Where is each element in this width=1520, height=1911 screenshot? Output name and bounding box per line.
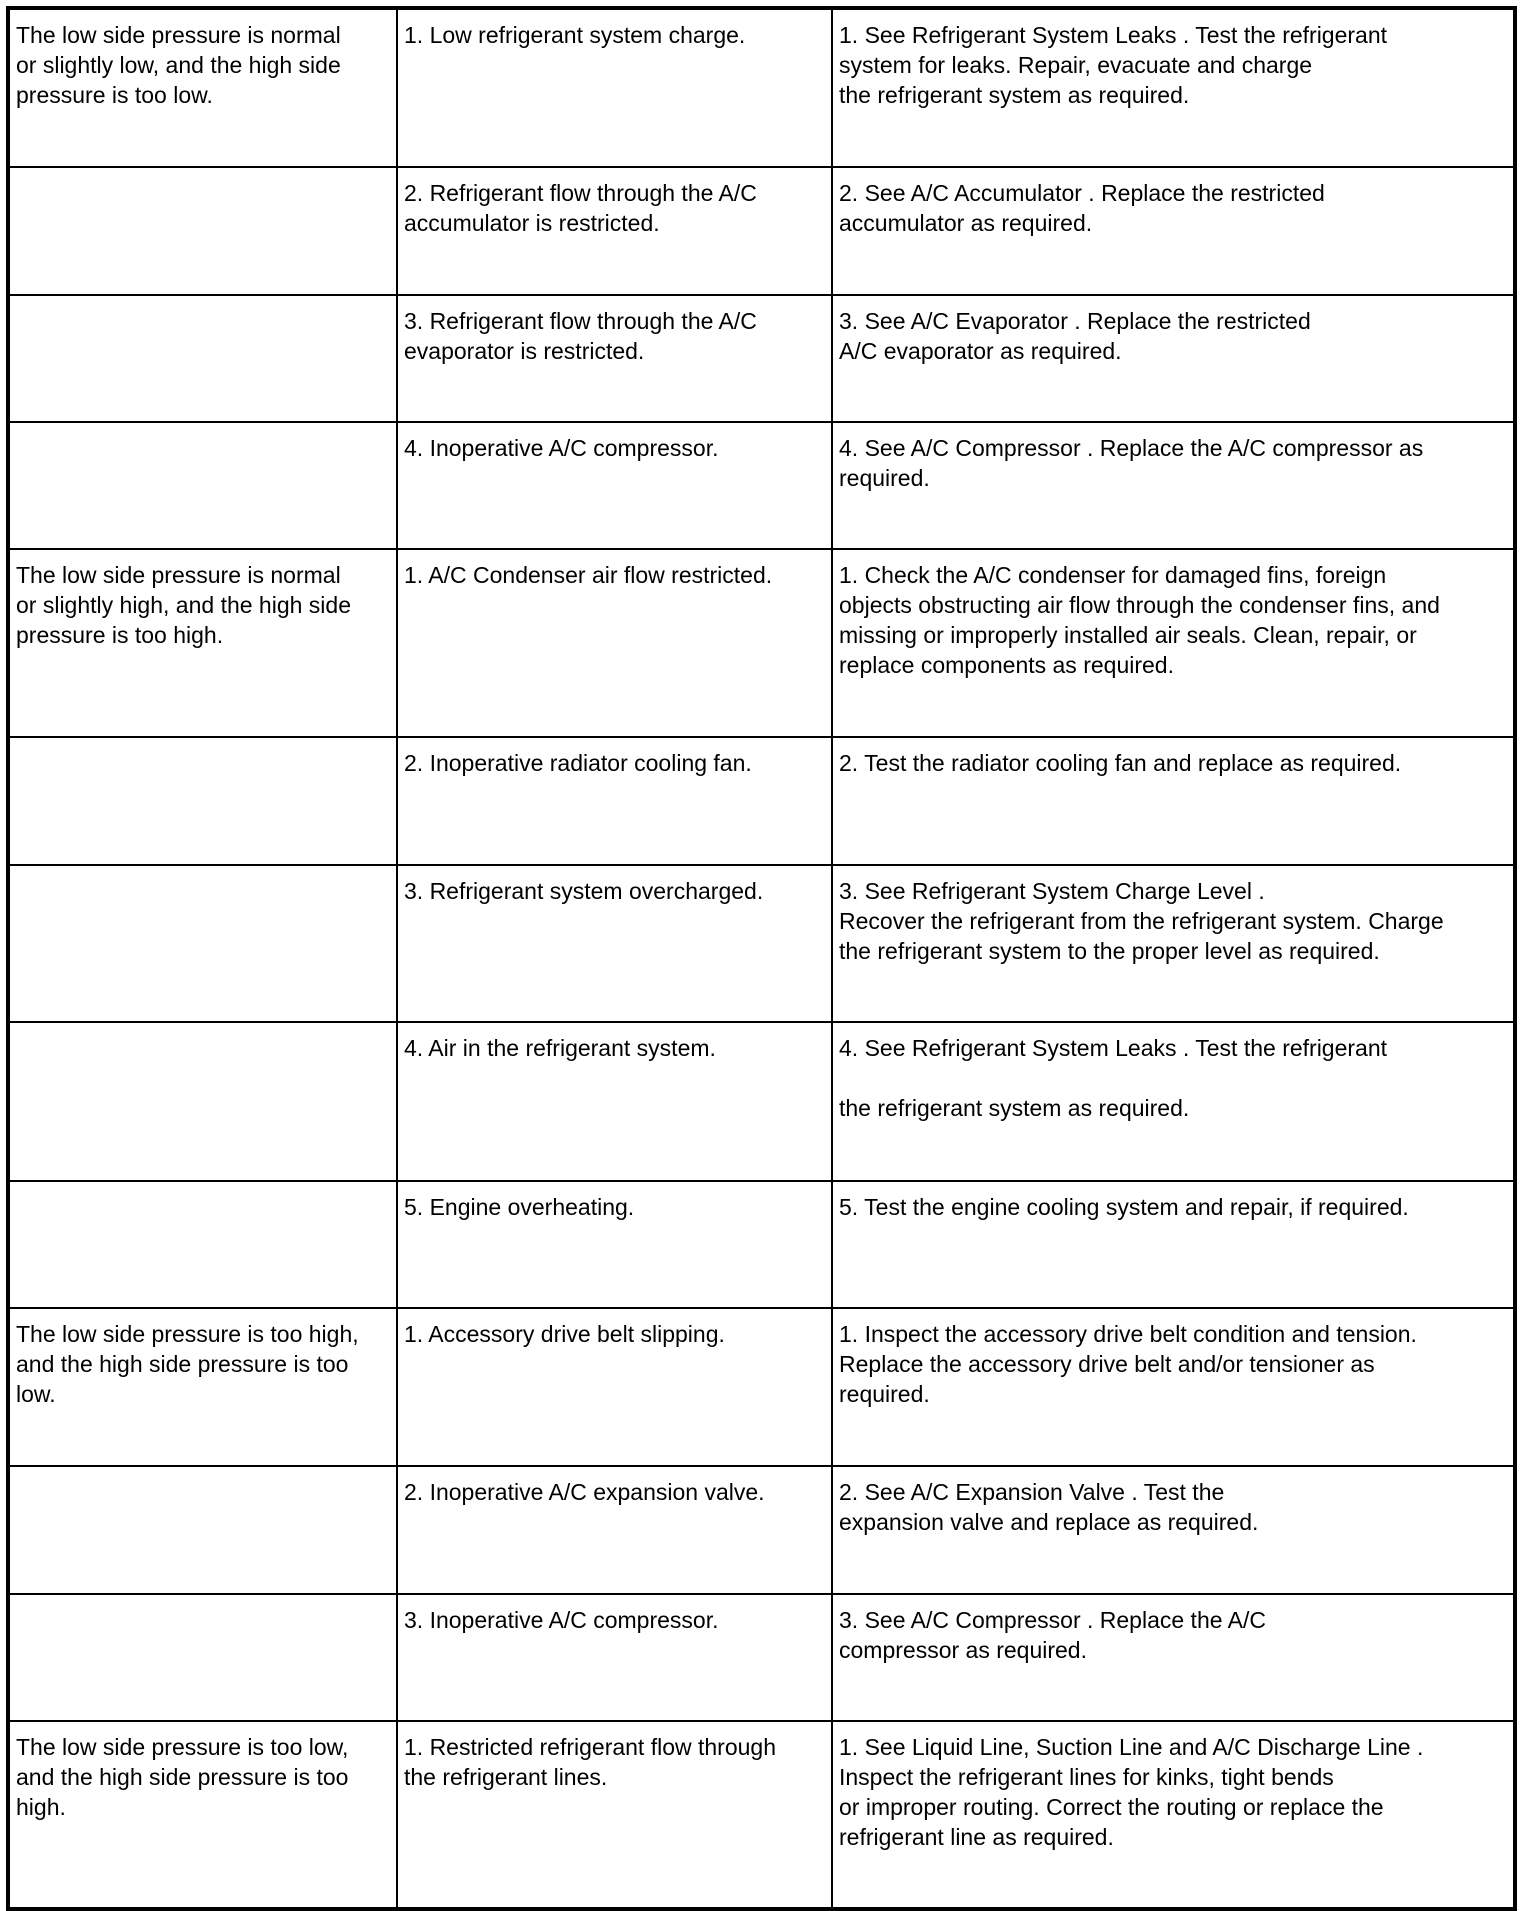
table-row [8, 1466, 1515, 1594]
condition-cell [8, 1181, 397, 1308]
action-cell: 3. See A/C Compressor . Replace the A/C compressor as required. [832, 1594, 1515, 1721]
action-cell: 2. See A/C Expansion Valve . Test the expansion valve and replace as required. [832, 1466, 1515, 1594]
cause-cell: 4. Inoperative A/C compressor. [397, 422, 832, 549]
cause-cell: 2. Inoperative A/C expansion valve. [397, 1466, 832, 1594]
condition-cell [8, 1594, 397, 1721]
condition-cell [8, 1022, 397, 1181]
table-row [8, 737, 1515, 865]
cause-cell: 3. Refrigerant flow through the A/C evaporator is restricted. [397, 295, 832, 422]
table-row [8, 8, 1515, 167]
condition-cell [8, 865, 397, 1022]
cause-cell: 3. Refrigerant system overcharged. [397, 865, 832, 1022]
cause-cell: 1. Accessory drive belt slipping. [397, 1308, 832, 1466]
action-cell: 3. See A/C Evaporator . Replace the restricted A/C evaporator as required. [832, 295, 1515, 422]
cause-cell: 3. Inoperative A/C compressor. [397, 1594, 832, 1721]
condition-cell: The low side pressure is too low, and the high side pressure is too high. [8, 1721, 397, 1909]
cause-cell: 4. Air in the refrigerant system. [397, 1022, 832, 1181]
table-row [8, 1594, 1515, 1721]
table-row [8, 1308, 1515, 1466]
table-row [8, 1181, 1515, 1308]
condition-cell [8, 295, 397, 422]
cause-cell: 1. Low refrigerant system charge. [397, 8, 832, 167]
condition-cell: The low side pressure is too high, and the high side pressure is too low. [8, 1308, 397, 1466]
table-row [8, 549, 1515, 737]
condition-cell: The low side pressure is normal or slightly low, and the high side pressure is too low. [8, 8, 397, 167]
cause-cell: 1. A/C Condenser air flow restricted. [397, 549, 832, 737]
action-cell: 1. Inspect the accessory drive belt condition and tension. Replace the accessory drive belt and/or tensioner as required. [832, 1308, 1515, 1466]
action-cell: 5. Test the engine cooling system and repair, if required. [832, 1181, 1515, 1308]
condition-cell: The low side pressure is normal or slightly high, and the high side pressure is too high. [8, 549, 397, 737]
action-cell: 4. See A/C Compressor . Replace the A/C compressor as required. [832, 422, 1515, 549]
table-row [8, 865, 1515, 1022]
action-cell: 2. Test the radiator cooling fan and replace as required. [832, 737, 1515, 865]
cause-cell: 2. Refrigerant flow through the A/C accumulator is restricted. [397, 167, 832, 295]
table-row [8, 422, 1515, 549]
table-row [8, 1721, 1515, 1909]
condition-cell [8, 422, 397, 549]
condition-cell [8, 737, 397, 865]
action-cell: 1. See Refrigerant System Leaks . Test the refrigerant system for leaks. Repair, evacuate and charge the refrigerant system as required. [832, 8, 1515, 167]
cause-cell: 2. Inoperative radiator cooling fan. [397, 737, 832, 865]
condition-cell [8, 1466, 397, 1594]
table-row [8, 295, 1515, 422]
cause-cell: 1. Restricted refrigerant flow through the refrigerant lines. [397, 1721, 832, 1909]
condition-cell [8, 167, 397, 295]
table-row [8, 167, 1515, 295]
cause-cell: 5. Engine overheating. [397, 1181, 832, 1308]
action-cell: 3. See Refrigerant System Charge Level . Recover the refrigerant from the refrigerant system. Charge the refrigerant system to the proper level as required. [832, 865, 1515, 1022]
table-row [8, 1022, 1515, 1181]
action-cell: 2. See A/C Accumulator . Replace the restricted accumulator as required. [832, 167, 1515, 295]
action-cell: 4. See Refrigerant System Leaks . Test the refrigerant the refrigerant system as required. [832, 1022, 1515, 1181]
action-cell: 1. See Liquid Line, Suction Line and A/C Discharge Line . Inspect the refrigerant lines for kinks, tight bends or improper routing. Correct the routing or replace the refrigerant line as required. [832, 1721, 1515, 1909]
action-cell: 1. Check the A/C condenser for damaged fins, foreign objects obstructing air flow through the condenser fins, and missing or improperly installed air seals. Clean, repair, or replace components as required. [832, 549, 1515, 737]
diagnostic-table [6, 6, 1517, 1911]
